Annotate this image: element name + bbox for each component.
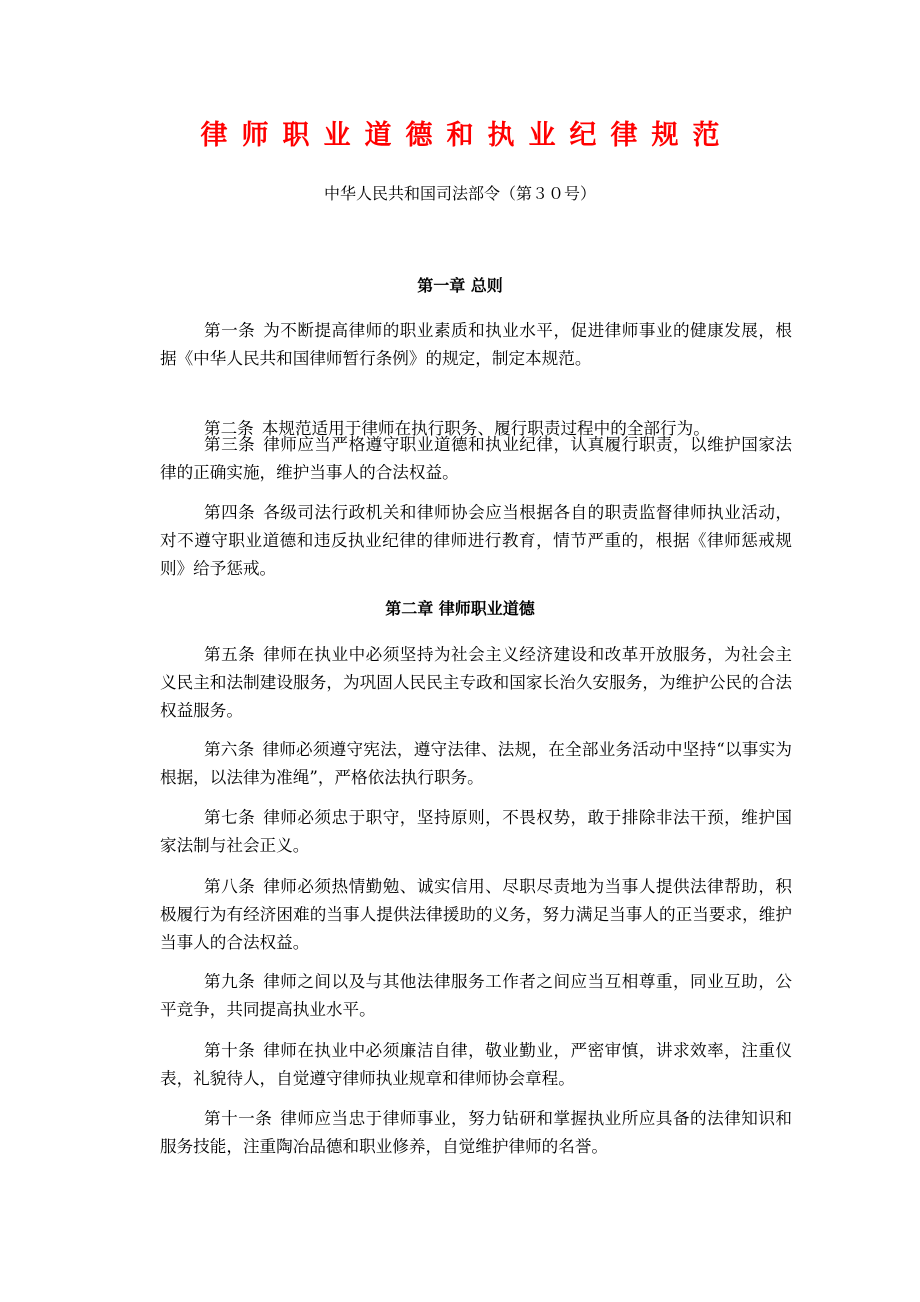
chapter-heading-2: 第二章 律师职业道德 bbox=[385, 599, 535, 618]
article-text: 律师必须遵守宪法，遵守法律、法规，在全部业务活动中坚持“以事实为根据，以法律为准绳”，严格依法执行职务。 bbox=[160, 740, 793, 787]
article-5 bbox=[160, 641, 792, 725]
article-label: 第二条 bbox=[204, 419, 254, 438]
article-4 bbox=[160, 499, 792, 583]
document-title: 律师职业道德和执业纪律规范 bbox=[200, 120, 734, 151]
article-text: 本规范适用于律师在执行职务、履行职责过程中的全部行为。 bbox=[261, 419, 710, 438]
article-6 bbox=[160, 736, 792, 792]
article-label: 第三条 bbox=[204, 435, 256, 454]
article-1 bbox=[160, 317, 792, 373]
article-text: 各级司法行政机关和律师协会应当根据各自的职责监督律师执业活动，对不遵守职业道德和违反执业纪律的律师进行教育，情节严重的，根据《律师惩戒规则》给予惩戒。 bbox=[160, 503, 792, 578]
article-label: 第九条 bbox=[204, 972, 256, 991]
article-8 bbox=[160, 873, 792, 957]
article-text: 律师之间以及与其他法律服务工作者之间应当互相尊重，同业互助，公平竞争，共同提高执业水平。 bbox=[160, 972, 792, 1019]
article-7 bbox=[160, 804, 792, 860]
article-11 bbox=[160, 1105, 792, 1161]
article-text: 律师应当忠于律师事业，努力钻研和掌握执业所应具备的法律知识和服务技能，注重陶冶品德和职业修养，自觉维护律师的名誉。 bbox=[160, 1109, 793, 1156]
article-3 bbox=[160, 431, 792, 487]
article-label: 第四条 bbox=[204, 503, 256, 522]
article-text: 律师应当严格遵守职业道德和执业纪律，认真履行职责，以维护国家法律的正确实施，维护当事人的合法权益。 bbox=[160, 435, 792, 482]
chapter-heading-1: 第一章 总则 bbox=[417, 276, 503, 295]
article-text: 为不断提高律师的职业素质和执业水平，促进律师事业的健康发展，根据《中华人民共和国律师暂行条例》的规定，制定本规范。 bbox=[160, 321, 792, 368]
article-label: 第十条 bbox=[204, 1041, 256, 1060]
article-9 bbox=[160, 968, 792, 1024]
article-text: 律师必须热情勤勉、诚实信用、尽职尽责地为当事人提供法律帮助，积极履行为有经济困难的当事人提供法律援助的义务，努力满足当事人的正当要求，维护当事人的合法权益。 bbox=[160, 877, 792, 952]
article-label: 第七条 bbox=[204, 808, 256, 827]
article-text: 律师在执业中必须坚持为社会主义经济建设和改革开放服务，为社会主义民主和法制建设服务，为巩固人民民主专政和国家长治久安服务，为维护公民的合法权益服务。 bbox=[160, 645, 792, 720]
document-subtitle: 中华人民共和国司法部令（第３０号） bbox=[323, 184, 596, 203]
article-10 bbox=[160, 1037, 792, 1093]
article-label: 第五条 bbox=[204, 645, 256, 664]
article-label: 第八条 bbox=[204, 877, 256, 896]
article-label: 第六条 bbox=[204, 740, 255, 759]
article-label: 第一条 bbox=[204, 321, 256, 340]
article-text: 律师必须忠于职守，坚持原则，不畏权势，敢于排除非法干预，维护国家法制与社会正义。 bbox=[160, 808, 792, 855]
article-label: 第十一条 bbox=[204, 1109, 273, 1128]
article-text: 律师在执业中必须廉洁自律，敬业勤业，严密审慎，讲求效率，注重仪表，礼貌待人，自觉遵守律师执业规章和律师协会章程。 bbox=[160, 1041, 792, 1088]
